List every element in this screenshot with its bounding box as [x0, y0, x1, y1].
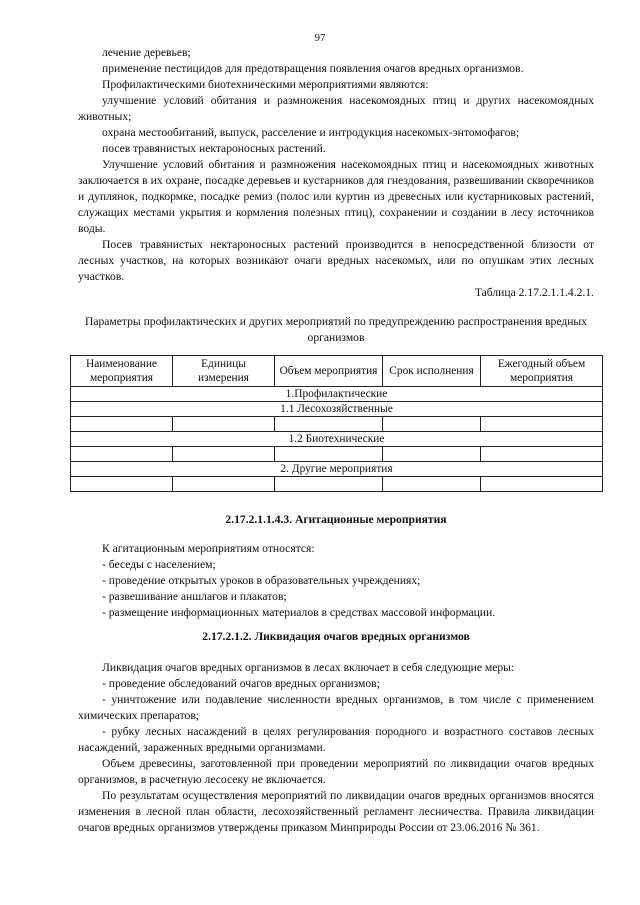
table-header-cell: Наименование мероприятия: [71, 356, 173, 387]
table-cell: [173, 417, 275, 432]
table-cell: [173, 447, 275, 462]
table-cell: [71, 447, 173, 462]
table-cell: [481, 477, 603, 492]
paragraph: Профилактическими биотехническими мероприятиями являются:: [102, 78, 429, 91]
paragraph: посев травянистых нектароносных растений.: [102, 142, 326, 155]
paragraph: улучшение условий обитания и размножения насекомоядных птиц и других насекомоядных животных;: [78, 94, 594, 123]
table-cell: [173, 477, 275, 492]
paragraph: применение пестицидов для предотвращения появления очагов вредных организмов.: [102, 62, 524, 75]
table-section-label: 2. Другие мероприятия: [71, 462, 603, 477]
table-section-label: 1.1 Лесохозяйственные: [71, 402, 603, 417]
table-section-label: 1.2 Биотехнические: [71, 432, 603, 447]
list-item: - беседы с населением;: [102, 558, 216, 571]
table-title-block: [70, 314, 602, 346]
paragraph: К агитационным мероприятиям относятся:: [102, 542, 315, 555]
paragraph: лечение деревьев;: [102, 46, 191, 59]
table-cell: [71, 417, 173, 432]
table-section-row: [71, 387, 603, 402]
liquidation-section: [78, 660, 594, 836]
table-cell: [275, 447, 383, 462]
agitation-heading-block: [78, 512, 594, 528]
paragraph: Улучшение условий обитания и размножения насекомоядных птиц и насекомоядных животных заключается в их охране, посадке деревьев и кустарников для гнездования, развешивании скворечников и дуплянок, подкормке, посадке ремиз (полос или куртин из древесных или кустарниковых растений, служащих местами укрытия и кормления полезных птиц), сохранении и создании в лесу источников воды.: [78, 158, 594, 235]
list-item: - проведение открытых уроков в образовательных учреждениях;: [102, 574, 421, 587]
paragraph: По результатам осуществления мероприятий по ликвидации очагов вредных организмов вносятся изменения в лесной план области, лесохозяйственный регламент лесничества. Правила ликвидации очагов вредных организмов утверждены приказом Минприроды России от 23.06.2016 № 361.: [78, 789, 594, 834]
table-cell: [481, 417, 603, 432]
table-cell: [383, 417, 481, 432]
table-section-row: [71, 432, 603, 447]
list-item: - проведение обследований очагов вредных организмов;: [102, 677, 380, 690]
section-heading: 2.17.2.1.2. Ликвидация очагов вредных организмов: [202, 630, 470, 643]
paragraph: Посев травянистых нектароносных растений производится в непосредственной близости от лесных участков, на которых возникают очаги вредных насекомых, или по опушкам этих лесных участков.: [78, 238, 594, 283]
table-header-row: [71, 356, 603, 387]
paragraph: охрана местообитаний, выпуск, расселение и интродукция насекомых-энтомофагов;: [102, 126, 520, 139]
table-number: Таблица 2.17.2.1.1.4.2.1.: [474, 286, 594, 299]
list-item: - размещение информационных материалов в средствах массовой информации.: [102, 606, 496, 619]
table-section-row: [71, 462, 603, 477]
liquidation-heading-block: [78, 629, 594, 645]
table-section-row: [71, 402, 603, 417]
table-header-cell: Ежегодный объем мероприятия: [481, 356, 603, 387]
section-heading: 2.17.2.1.1.4.3. Агитационные мероприятия: [225, 513, 447, 526]
table-caption: [78, 285, 594, 301]
table-section-label: 1.Профилактические: [71, 387, 603, 402]
paragraph: Объем древесины, заготовленной при проведении мероприятий по ликвидации очагов вредных организмов, в расчетную лесосеку не включается.: [78, 757, 594, 786]
top-text-block: [78, 45, 594, 285]
table-header-cell: Объем мероприятия: [275, 356, 383, 387]
list-item: - развешивание аншлагов и плакатов;: [102, 590, 287, 603]
table-cell: [275, 417, 383, 432]
table-cell: [71, 477, 173, 492]
table-row: [71, 477, 603, 492]
table-header-cell: Единицы измерения: [173, 356, 275, 387]
table-row: [71, 417, 603, 432]
list-item: - рубку лесных насаждений в целях регулирования породного и возрастного составов лесных насаждений, зараженных вредными организмами.: [78, 725, 594, 754]
table-cell: [481, 447, 603, 462]
parameters-table: [70, 355, 603, 492]
table-title: Параметры профилактических и других мероприятий по предупреждению распространения вредных организмов: [84, 315, 588, 344]
list-item: - уничтожение или подавление численности вредных организмов, в том числе с применением химических препаратов;: [78, 693, 594, 722]
agitation-section: [78, 541, 594, 621]
table-cell: [383, 447, 481, 462]
table-row: [71, 447, 603, 462]
paragraph: Ликвидация очагов вредных организмов в лесах включает в себя следующие меры:: [102, 661, 515, 674]
table-header-cell: Срок исполнения: [383, 356, 481, 387]
table-cell: [383, 477, 481, 492]
table-cell: [275, 477, 383, 492]
page-number: 97: [314, 32, 326, 44]
